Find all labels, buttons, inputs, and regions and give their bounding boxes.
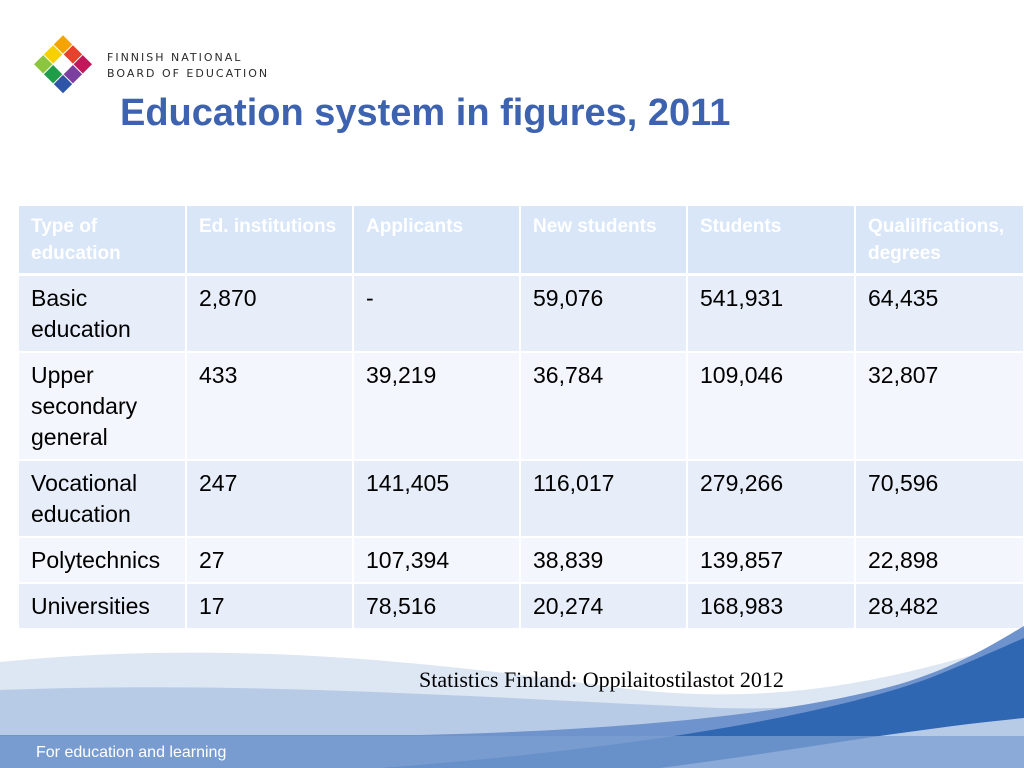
table-cell: -: [353, 275, 520, 353]
table-cell: Universities: [19, 583, 186, 629]
diamond-mosaic-logo-icon: [33, 35, 93, 95]
table-cell: 279,266: [687, 460, 855, 537]
table-cell: 541,931: [687, 275, 855, 353]
table-cell: 28,482: [855, 583, 1024, 629]
table-cell: 70,596: [855, 460, 1024, 537]
table-cell: 32,807: [855, 352, 1024, 460]
table-cell: Upper secondary general: [19, 352, 186, 460]
header-ed-institutions: Ed. institutions: [186, 206, 353, 275]
table-cell: 27: [186, 537, 353, 583]
table-header-row: [19, 206, 1024, 275]
table-row: [19, 352, 1024, 460]
table-cell: 109,046: [687, 352, 855, 460]
table-cell: 247: [186, 460, 353, 537]
table-cell: 2,870: [186, 275, 353, 353]
education-figures-table: [19, 206, 1024, 630]
table-cell: Polytechnics: [19, 537, 186, 583]
table-cell: 20,274: [520, 583, 687, 629]
table-cell: 141,405: [353, 460, 520, 537]
header-qualifications: Qualilfications, degrees: [855, 206, 1024, 275]
table-cell: 17: [186, 583, 353, 629]
table-cell: 64,435: [855, 275, 1024, 353]
footer-tagline: For education and learning: [36, 744, 227, 761]
table-cell: 39,219: [353, 352, 520, 460]
table-cell: 107,394: [353, 537, 520, 583]
table-row: [19, 460, 1024, 537]
table-cell: 168,983: [687, 583, 855, 629]
table-cell: 78,516: [353, 583, 520, 629]
source-citation: Statistics Finland: Oppilaitostilastot 2012: [419, 667, 784, 692]
table-cell: 116,017: [520, 460, 687, 537]
table-cell: 59,076: [520, 275, 687, 353]
header-students: Students: [687, 206, 855, 275]
slide-title: Education system in figures, 2011: [120, 92, 731, 134]
table-cell: 139,857: [687, 537, 855, 583]
table-cell: 433: [186, 352, 353, 460]
table-row: [19, 537, 1024, 583]
header-applicants: Applicants: [353, 206, 520, 275]
organization-name-line2: BOARD OF EDUCATION: [107, 67, 270, 80]
table-cell: 22,898: [855, 537, 1024, 583]
table-cell: 36,784: [520, 352, 687, 460]
header-type-of-education: Type of education: [19, 206, 186, 275]
table-cell: Basic education: [19, 275, 186, 353]
organization-name: [107, 50, 269, 82]
table-cell: Vocational education: [19, 460, 186, 537]
organization-name-line1: FINNISH NATIONAL: [107, 51, 243, 64]
table-row: [19, 275, 1024, 353]
table-cell: 38,839: [520, 537, 687, 583]
header-new-students: New students: [520, 206, 687, 275]
